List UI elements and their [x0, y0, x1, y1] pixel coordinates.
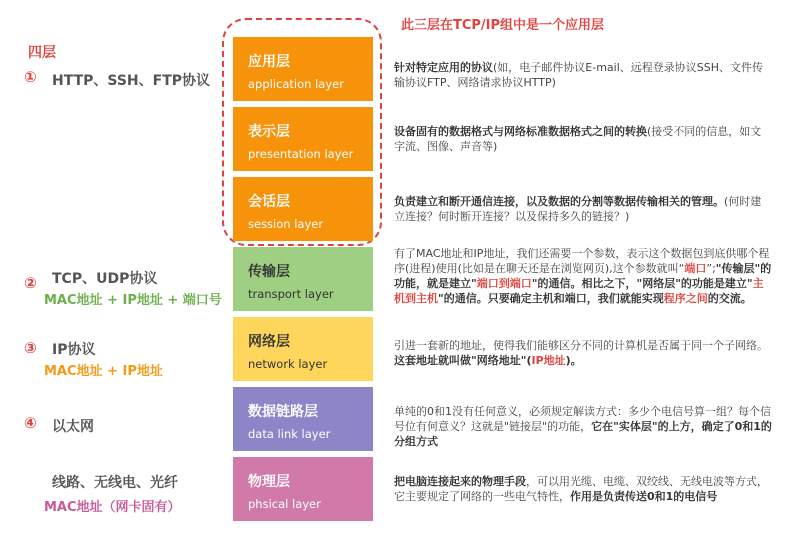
layer-en: presentation layer	[248, 147, 354, 161]
desc-bold: 负责建立和断开通信连接，以及数据的分割等数据传输相关的管理。	[394, 195, 724, 208]
circle-1-icon: ①	[24, 68, 37, 86]
proto-ethernet: 以太网	[52, 419, 94, 435]
layer-en: transport layer	[248, 287, 334, 301]
desc-network	[394, 338, 772, 368]
layer-en: phsical layer	[248, 497, 321, 511]
desc-bold: 针对特定应用的协议	[394, 61, 493, 74]
layer-en: network layer	[248, 357, 328, 371]
desc-bold: 把电脑连接起来的物理手段	[394, 475, 526, 488]
layer-zh: 传输层	[248, 264, 290, 280]
layer-zh: 会话层	[248, 194, 290, 210]
desc-highlight: 主机到主机	[394, 277, 764, 305]
desc-bold: "的通信。只要确定主机和端口，我们就能实现	[438, 292, 664, 305]
circle-3-icon: ③	[24, 339, 37, 357]
layer-session	[233, 177, 373, 241]
desc-bold: )。	[565, 354, 582, 367]
desc-bold: 设备固有的数据格式与网络标准数据格式之间的转换	[394, 125, 647, 138]
desc-bold: "的通信。	[531, 277, 582, 290]
four-layer-label: 四层	[28, 45, 56, 61]
layer-en: session layer	[248, 217, 324, 231]
desc-highlight: 端口到端口	[476, 277, 532, 290]
layer-zh: 表示层	[248, 124, 290, 140]
desc-datalink	[394, 404, 772, 449]
proto-http: HTTP、SSH、FTP协议	[52, 73, 211, 89]
proto-ip: IP协议	[52, 342, 96, 358]
layer-zh: 物理层	[248, 474, 290, 490]
addr-ip: MAC地址 + IP地址	[44, 364, 163, 379]
desc-application	[394, 60, 772, 90]
layer-transport	[233, 247, 373, 311]
layer-application	[233, 37, 373, 101]
proto-tcp: TCP、UDP协议	[52, 271, 158, 287]
desc-text: ，可以用光缆、电缆、双绞线、无线电波等方式，它主要规定了网络的一些电气特性，	[394, 475, 768, 503]
desc-highlight: 端口	[684, 262, 707, 275]
layer-presentation	[233, 107, 373, 171]
desc-bold: "传输层"的功能，就是建立"	[394, 262, 772, 290]
desc-text: 有了MAC地址和IP地址，我们还需要一个参数，表示这个数据包到底供哪个程序(进程)使用(比如是在聊天还是在浏览网页),这个参数就叫“	[394, 247, 770, 275]
layer-en: data link layer	[248, 427, 331, 441]
desc-session	[394, 194, 772, 224]
desc-bold: 这套地址就叫做"网络地址"(	[394, 354, 532, 367]
layer-en: application layer	[248, 77, 344, 91]
desc-text: 单纯的0和1没有任何意义，必须规定解读方式：多少个电信号算一组？每个信号位有何意义？这就是"链接层"的功能，	[394, 405, 771, 433]
desc-bold: 相比之下，"网络层"的功能是建立"	[581, 277, 753, 290]
desc-text: (何时建立连接？何时断开连接？以及保持多久的链接？)	[394, 195, 762, 223]
addr-mac: MAC地址（网卡固有）	[44, 500, 181, 515]
layer-network	[233, 317, 373, 381]
desc-transport	[394, 246, 772, 306]
layer-zh: 数据链路层	[248, 404, 318, 420]
desc-bold: 它在"实体层"的上方，确定了0和1的分组方式	[394, 420, 772, 448]
desc-text: (如，电子邮件协议E-mail、远程登录协议SSH、文件传输协议FTP、网络请求协议HTTP)	[394, 61, 764, 89]
proto-physical: 线路、无线电、光纤	[52, 475, 178, 491]
addr-tcp: MAC地址 + IP地址 + 端口号	[44, 293, 222, 308]
desc-text: (接受不同的信息，如文字流、图像、声音等)	[394, 125, 762, 153]
desc-bold: 的交流。	[707, 292, 752, 305]
desc-highlight: IP地址	[531, 354, 566, 367]
layer-physical	[233, 457, 373, 521]
layer-datalink	[233, 387, 373, 451]
layer-zh: 网络层	[248, 334, 290, 350]
desc-highlight: 程序之间	[663, 292, 708, 305]
desc-text: 引进一套新的地址，使得我们能够区分不同的计算机是否属于同一个子网络。	[394, 339, 768, 352]
circle-2-icon: ②	[24, 274, 37, 292]
layer-zh: 应用层	[248, 54, 290, 70]
circle-4-icon: ④	[24, 414, 37, 432]
desc-presentation	[394, 124, 772, 154]
desc-physical	[394, 474, 772, 504]
desc-bold: 作用是负责传送0和1的电信号	[570, 490, 718, 503]
group-note: 此三层在TCP/IP组中是一个应用层	[401, 18, 605, 33]
desc-text: ”;	[706, 262, 716, 275]
